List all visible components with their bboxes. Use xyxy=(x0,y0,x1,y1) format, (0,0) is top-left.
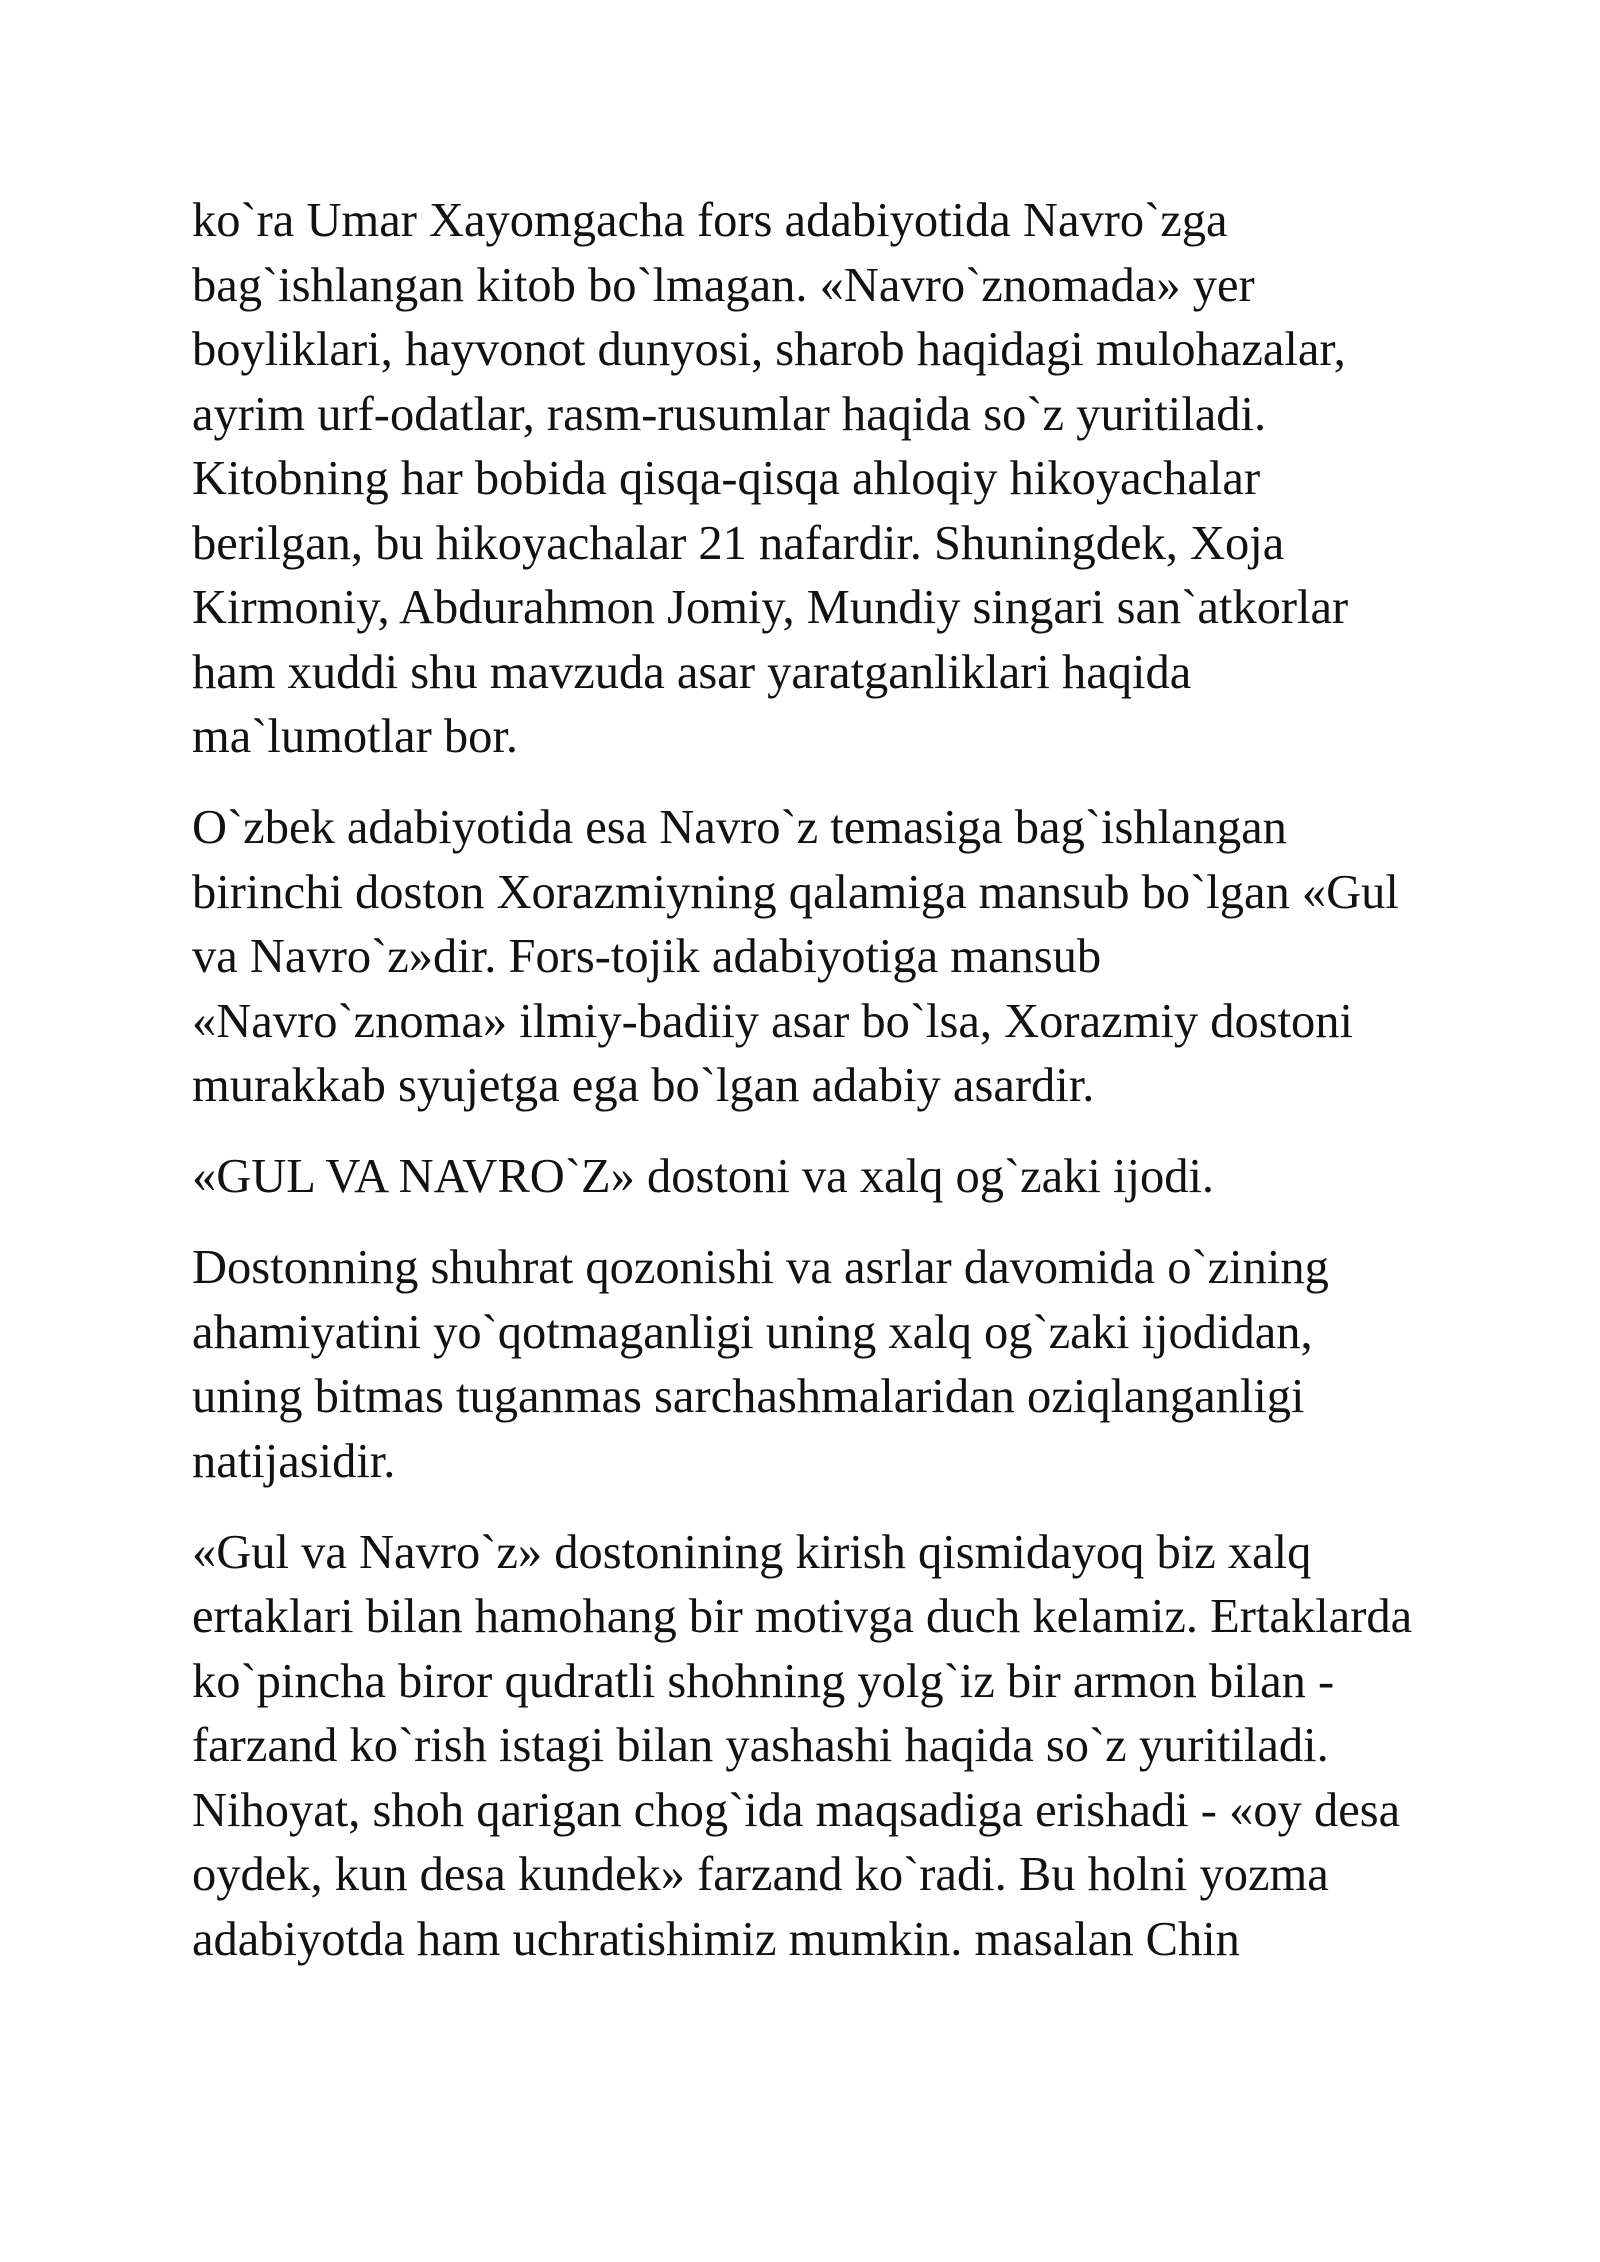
section-heading-text: «GUL VA NAVRO`Z» dostoni va xalq og`zaki ijodi. xyxy=(192,1150,1215,1203)
text-line: uning bitmas tuganmas sarchashmalaridan oziqlanganligi xyxy=(192,1370,1305,1423)
text-line: «Navro`znoma» ilmiy-badiiy asar bo`lsa, Xorazmiy dostoni xyxy=(192,994,1354,1048)
text-line: adabiyotda ham uchratishimiz mumkin. masalan Chin xyxy=(192,1912,1240,1966)
text-line: ko`ra Umar Xayomgacha fors adabiyotida Navro`zga xyxy=(192,194,1228,247)
text-line: va Navro`z»dir. Fors-tojik adabiyotiga mansub xyxy=(192,930,1102,983)
text-line: birinchi doston Xorazmiyning qalamiga mansub bo`lgan «Gul xyxy=(192,865,1399,919)
text-line: «Gul va Navro`z» dostonining kirish qismidayoq biz xalq xyxy=(192,1525,1312,1579)
text-line: boyliklari, hayvonot dunyosi, sharob haqidagi mulohazalar, xyxy=(192,323,1346,376)
text-line: ham xuddi shu mavzuda asar yaratganliklari haqida xyxy=(192,645,1192,699)
paragraph xyxy=(192,189,1600,770)
text-line: ko`pincha biror qudratli shohning yolg`iz bir armon bilan - xyxy=(192,1654,1335,1708)
text-line: murakkab syujetga ega bo`lgan adabiy asardir. xyxy=(192,1059,1095,1112)
text-line: ahamiyatini yo`qotmaganligi uning xalq og`zaki ijodidan, xyxy=(192,1305,1313,1359)
text-line: natijasidir. xyxy=(192,1434,396,1488)
text-line: Kitobning har bobida qisqa-qisqa ahloqiy hikoyachalar xyxy=(192,452,1261,505)
text-line: ayrim urf-odatlar, rasm-rusumlar haqida so`z yuritiladi. xyxy=(192,387,1267,441)
text-line: bag`ishlangan kitob bo`lmagan. «Navro`znomada» yer xyxy=(192,258,1255,312)
text-line: oydek, kun desa kundek» farzand ko`radi. Bu holni yozma xyxy=(192,1848,1329,1901)
text-line: ertaklari bilan hamohang bir motivga duch kelamiz. Ertaklarda xyxy=(192,1590,1413,1643)
text-line: farzand ko`rish istagi bilan yashashi haqida so`z yuritiladi. xyxy=(192,1719,1329,1772)
text-line: O`zbek adabiyotida esa Navro`z temasiga bag`ishlangan xyxy=(192,801,1287,854)
paragraph xyxy=(192,796,1600,1119)
paragraph xyxy=(192,1521,1600,1973)
text-line: Nihoyat, shoh qarigan chog`ida maqsadiga erishadi - «oy desa xyxy=(192,1783,1401,1837)
section-heading xyxy=(192,1145,1600,1210)
text-line: berilgan, bu hikoyachalar 21 nafardir. Shuningdek, Xoja xyxy=(192,516,1285,570)
text-line: ma`lumotlar bor. xyxy=(192,710,518,763)
text-line: Kirmoniy, Abdurahmon Jomiy, Mundiy singari san`atkorlar xyxy=(192,581,1349,634)
text-line: Dostonning shuhrat qozonishi va asrlar davomida o`zining xyxy=(192,1241,1329,1294)
paragraph xyxy=(192,1236,1600,1494)
